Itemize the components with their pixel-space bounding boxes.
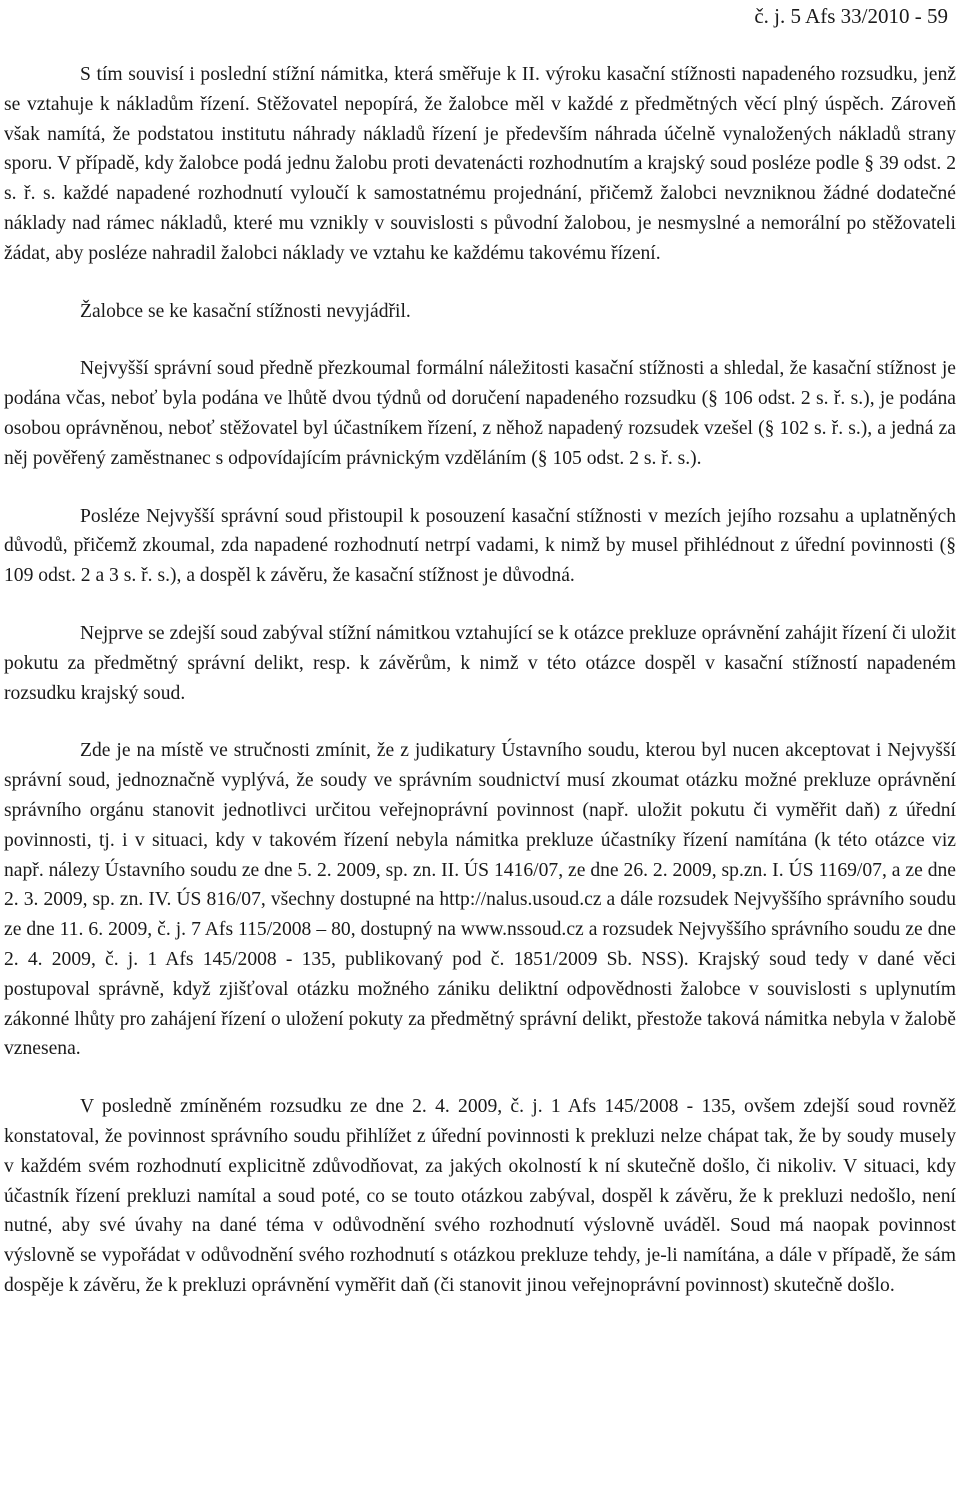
paragraph-constitutional-case-law: Zde je na místě ve stručnosti zmínit, že z judikatury Ústavního soudu, kterou byl nucen akceptovat i Nejvyšší správní soud, jednoznačně vyplývá, že soudy ve správním soudnictví musí zkoumat otázku možné prekluze oprávnění správního orgánu stanovit jednotlivci určitou veřejnoprávní povinnost (např. uložit pokutu či vyměřit daň) z úřední povinnosti, tj. i v situaci, kdy v takovém řízení nebyla námitka prekluze účastníky řízení namítána (k této otázce viz např. nálezy Ústavního soudu ze dne 5. 2. 2009, sp. zn. II. ÚS 1416/07, ze dne 26. 2. 2009, sp.zn. I. ÚS 1169/07, a ze dne 2. 3. 2009, sp. zn. IV. ÚS 816/07, všechny dostupné na http://nalus.usoud.cz a dále rozsudek Nejvyššího správního soudu ze dne 11. 6. 2009, č. j. 7 Afs 115/2008 – 80, dostupný na www.nssoud.cz a rozsudek Nejvyššího správního soudu ze dne 2. 4. 2009, č. j. 1 Afs 145/2008 - 135, publikovaný pod č. 1851/2009 Sb. NSS). Krajský soud tedy v dané věci postupoval správně, když zjišťoval otázku možného zániku deliktní odpovědnosti žalobce v souvislosti s uplynutím zákonné lhůty pro zahájení řízení o uložení pokuty za předmětný správní delikt, přestože taková námitka nebyla v žalobě vznesena. [4, 740, 956, 1060]
paragraph-scope-review: Posléze Nejvyšší správní soud přistoupil k posouzení kasační stížnosti v mezích jejího rozsahu a uplatněných důvodů, přičemž zkoumal, zda napadené rozhodnutí netrpí vadami, k nimž by musel přihlédnout z úřední povinnosti (§ 109 odst. 2 a 3 s. ř. s.), a dospěl k závěru, že kasační stížnost je důvodná. [4, 505, 956, 587]
paragraph-last-judgment: V posledně zmíněném rozsudku ze dne 2. 4. 2009, č. j. 1 Afs 145/2008 - 135, ovšem zdejší soud rovněž konstatoval, že povinnost správního soudu přihlížet z úřední povinnosti k prekluzi nelze chápat tak, že by soudy musely v každém svém rozhodnutí explicitně zdůvodňovat, za jakých okolností k ní skutečně došlo, či nikoliv. V situaci, kdy účastník řízení prekluzi namítal a soud poté, co se touto otázkou zabýval, dospěl k závěru, že k prekluzi nedošlo, není nutné, aby své úvahy na dané téma v odůvodnění svého rozhodnutí výslovně uváděl. Soud má naopak povinnost výslovně se vypořádat v odůvodnění svého rozhodnutí s otázkou prekluze tehdy, je-li namítána, a dále v případě, že sám dospěje k závěru, že k prekluzi oprávnění vyměřit daň (či stanovit jinou veřejnoprávní povinnost) skutečně došlo. [4, 1096, 956, 1296]
paragraph-preclusion-first: Nejprve se zdejší soud zabýval stížní námitkou vztahující se k otázce prekluze oprávnění zahájit řízení či uložit pokutu za předmětný správní delikt, resp. k závěrům, k nimž v této otázce dospěl v kasační stížností napadeném rozsudku krajský soud. [4, 622, 956, 704]
paragraph-formal-requirements: Nejvyšší správní soud předně přezkoumal formální náležitosti kasační stížnosti a shledal, že kasační stížnost je podána včas, neboť byla podána ve lhůtě dvou týdnů od doručení napadeného rozsudku (§ 106 odst. 2 s. ř. s.), je podána osobou oprávněnou, neboť stěžovatel byl účastníkem řízení, z něhož napadený rozsudek vzešel (§ 102 s. ř. s.), a jedná za něj pověřený zaměstnanec s odpovídajícím právnickým vzděláním (§ 105 odst. 2 s. ř. s.). [4, 358, 956, 469]
document-body [4, 60, 956, 1329]
paragraph-no-response: Žalobce se ke kasační stížnosti nevyjádřil. [80, 300, 411, 322]
case-reference: č. j. 5 Afs 33/2010 - 59 [754, 4, 948, 28]
paragraph-costs-objection: S tím souvisí i poslední stížní námitka, která směřuje k II. výroku kasační stížnosti napadeného rozsudku, jenž se vztahuje k nákladům řízení. Stěžovatel nepopírá, že žalobce měl v každé z předmětných věcí plný úspěch. Zároveň však namítá, že podstatou institutu náhrady nákladů řízení je především náhrada účelně vynaložených nákladů strany sporu. V případě, kdy žalobce podá jednu žalobu proti devatenácti rozhodnutím a krajský soud posléze podle § 39 odst. 2 s. ř. s. každé napadené rozhodnutí vyloučí k samostatnému projednání, přičemž žalobci nevzniknou žádné dodatečné náklady nad rámec nákladů, které mu vznikly v souvislosti s původní žalobou, je nesmyslné a nemorální po stěžovateli žádat, aby posléze nahradil žalobci náklady ve vztahu ke každému takovému řízení. [4, 64, 956, 264]
